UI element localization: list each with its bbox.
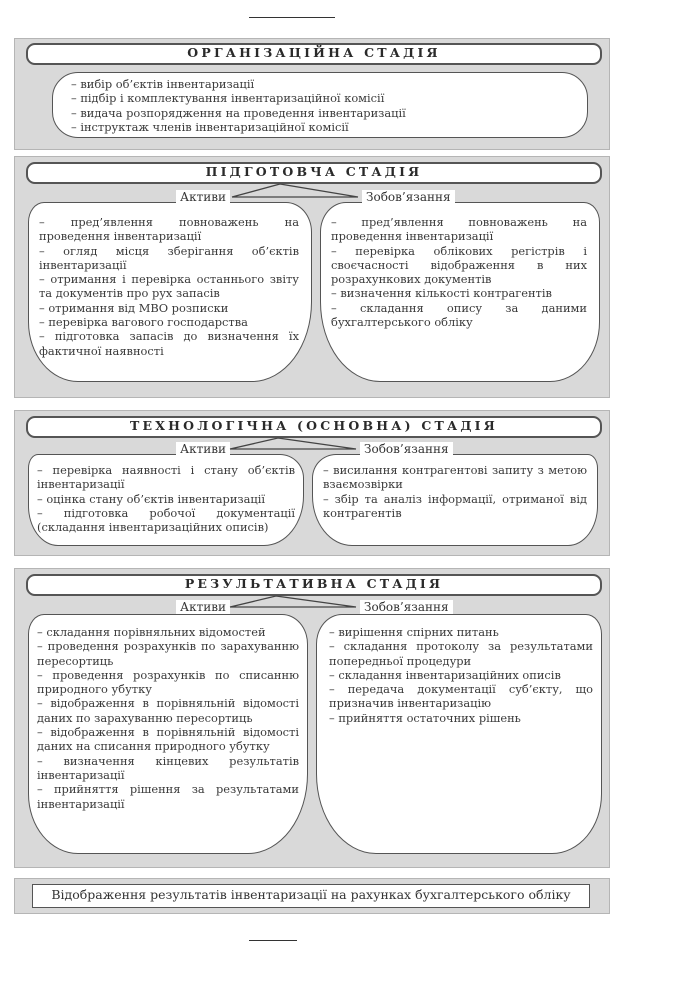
- list-item: – пред’явлення повноважень на проведення інвентаризації: [331, 215, 587, 244]
- list-item: – огляд місця зберігання об’єктів інвентаризації: [39, 243, 299, 272]
- tech-assets-label: Активи: [176, 442, 230, 456]
- list-item: – складання протоколу за результатами попередньої процедури: [329, 639, 593, 668]
- list-item: – видача розпорядження на проведення інвентаризації: [71, 105, 406, 120]
- result-assets-label: Активи: [176, 600, 230, 614]
- list-item: – прийняття остаточних рішень: [329, 710, 521, 725]
- tech-liabilities-label: Зобов’язання: [360, 442, 453, 456]
- list-item: – складання порівняльних відомостей: [37, 625, 266, 639]
- list-item: – пред’явлення повноважень на проведення інвентаризації: [39, 215, 299, 244]
- tech-stage-title: ТЕХНОЛОГІЧНА (ОСНОВНА) СТАДІЯ: [26, 416, 602, 438]
- list-item: – передача документації суб’єкту, що призначив інвентаризацію: [329, 682, 593, 711]
- list-item: – перевірка облікових регістрів і своєчасності відображення в них розрахункових документів: [331, 243, 587, 287]
- prep-assets-label: Активи: [176, 190, 230, 204]
- result-liabilities-label: Зобов’язання: [360, 600, 453, 614]
- list-item: – висилання контрагентові запиту з метою взаємозвірки: [323, 463, 587, 492]
- list-item: – вибір об’єктів інвентаризації: [71, 77, 255, 91]
- list-item: – проведення розрахунків по списанню природного убутку: [37, 667, 299, 697]
- list-item: – вирішення спірних питань: [329, 625, 499, 639]
- list-item: – інструктаж членів інвентаризаційної комісії: [71, 119, 349, 134]
- list-item: – перевірка вагового господарства: [39, 315, 248, 330]
- prep-stage-title: ПІДГОТОВЧА СТАДІЯ: [26, 162, 602, 184]
- list-item: – прийняття рішення за результатами інвентаризації: [37, 782, 299, 811]
- list-item: – підготовка запасів до визначення їх фактичної наявності: [39, 329, 299, 358]
- list-item: – відображення в порівняльній відомості даних на списання природного убутку: [37, 725, 299, 754]
- prep-connector-arrow: [232, 184, 358, 197]
- list-item: – складання опису за даними бухгалтерського обліку: [331, 300, 587, 330]
- list-item: – визначення кінцевих результатів інвентаризації: [37, 753, 299, 782]
- list-item: – складання інвентаризаційних описів: [329, 667, 561, 682]
- list-item: – отримання і перевірка останнього звіту та документів про рух запасів: [39, 272, 299, 301]
- result-connector-arrow: [230, 596, 356, 607]
- list-item: – підготовка робочої документації (складання інвентаризаційних описів): [37, 505, 295, 535]
- result-stage-title: РЕЗУЛЬТАТИВНА СТАДІЯ: [26, 574, 602, 596]
- tech-connector-arrow: [230, 438, 356, 449]
- org-stage-title: ОРГАНІЗАЦІЙНА СТАДІЯ: [26, 43, 602, 65]
- list-item: – отримання від МВО розписки: [39, 300, 229, 315]
- list-item: – визначення кількості контрагентів: [331, 286, 552, 301]
- list-item: – збір та аналіз інформації, отриманої від контрагентів: [323, 491, 587, 520]
- bottom-result-box: Відображення результатів інвентаризації на рахунках бухгалтерського обліку: [32, 884, 590, 908]
- list-item: – перевірка наявності і стану об’єктів інвентаризації: [37, 463, 295, 492]
- list-item: – оцінка стану об’єктів інвентаризації: [37, 491, 266, 506]
- list-item: – проведення розрахунків по зарахуванню пересортиць: [37, 639, 299, 668]
- list-item: – підбір і комплектування інвентаризаційної комісії: [71, 91, 385, 106]
- list-item: – відображення в порівняльній відомості даних по зарахуванню пересортиць: [37, 696, 299, 725]
- prep-liabilities-label: Зобов’язання: [362, 190, 455, 204]
